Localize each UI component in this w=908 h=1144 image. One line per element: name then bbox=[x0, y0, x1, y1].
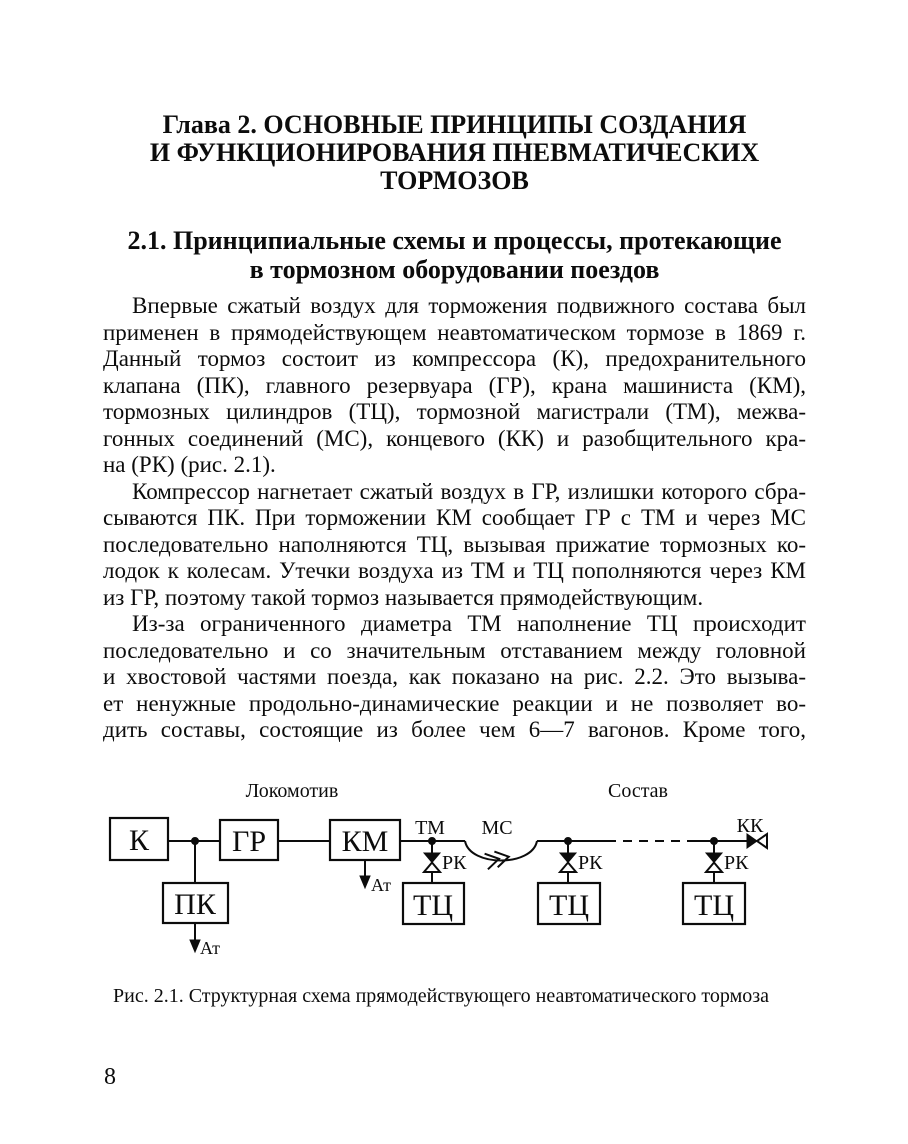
locomotive-zone-label: Локомотив bbox=[245, 780, 339, 802]
figure-2-1-diagram bbox=[0, 770, 908, 970]
body-line: Впервые сжатый воздух для торможения подвижного состава был bbox=[132, 293, 806, 318]
body-line: гонных соединений (МС), концевого (КК) и разобщительного кра- bbox=[103, 425, 806, 451]
tm-pipe-label: ТМ bbox=[415, 817, 445, 839]
body-line: Из-за ограниченного диаметра ТМ наполнение ТЦ происходит bbox=[132, 611, 806, 636]
chapter-title-line-3: ТОРМОЗОВ bbox=[380, 166, 529, 195]
chapter-title-line-1: Глава 2. ОСНОВНЫЕ ПРИНЦИПЫ СОЗДАНИЯ bbox=[162, 110, 747, 139]
body-line: применен в прямодействующем неавтоматическом тормозе в 1869 г. bbox=[103, 319, 806, 345]
body-line: из ГР, поэтому такой тормоз называется прямодействующим. bbox=[103, 584, 704, 610]
figure-caption: Рис. 2.1. Структурная схема прямодействующего неавтоматического тормоза bbox=[113, 985, 770, 1007]
pk-drain-arrow-icon bbox=[190, 940, 200, 952]
page-number: 8 bbox=[104, 1064, 116, 1090]
box-safety-valve-pk-label: ПК bbox=[174, 888, 216, 921]
body-line: и хвостовой частями поезда, как показано на рис. 2.2. Это вызыва- bbox=[103, 664, 806, 689]
body-text bbox=[103, 293, 806, 744]
section-title-line-1: 2.1. Принципиальные схемы и процессы, протекающие bbox=[127, 226, 782, 255]
body-line: клапана (ПК), главного резервуара (ГР), крана машиниста (КМ), bbox=[103, 372, 806, 398]
hose-ms-curve bbox=[465, 841, 537, 861]
ms-hose-label: МС bbox=[481, 817, 513, 839]
box-brake-cylinder-tc-label: ТЦ bbox=[694, 889, 734, 922]
box-driver-valve-km-label: КМ bbox=[341, 825, 389, 858]
body-line: последовательно наполняются ТЦ, вызывая прижатие тормозных ко- bbox=[103, 531, 806, 557]
section-title-line-2: в тормозном оборудовании поездов bbox=[249, 255, 660, 284]
rk-valve-icon bbox=[706, 863, 722, 873]
body-line: Компрессор нагнетает сжатый воздух в ГР, излишки которого сбра- bbox=[132, 478, 806, 504]
body-line: сываются ПК. При торможении КМ сообщает ГР с ТМ и через МС bbox=[103, 505, 806, 530]
body-line: на (РК) (рис. 2.1). bbox=[103, 452, 276, 477]
train-zone-label: Состав bbox=[607, 780, 669, 802]
box-compressor-k-label: К bbox=[128, 824, 150, 857]
box-brake-cylinder-tc-label: ТЦ bbox=[549, 889, 589, 922]
rk-valve-label: РК bbox=[724, 852, 749, 874]
body-line: тормозных цилиндров (ТЦ), тормозной магистрали (ТМ), межва- bbox=[103, 399, 806, 424]
km-drain-arrow-icon bbox=[360, 876, 370, 888]
body-line: дить составы, состоящие из более чем 6—7 вагонов. Кроме того, bbox=[103, 717, 806, 742]
body-line: ет ненужные продольно-динамические реакции и не позволяет во- bbox=[103, 690, 806, 716]
section-title bbox=[103, 226, 806, 284]
body-line: последовательно и со значительным отставанием между головной bbox=[103, 637, 806, 663]
rk-valve-icon bbox=[560, 863, 576, 873]
body-line: Данный тормоз состоит из компрессора (К), предохранительного bbox=[103, 346, 806, 371]
pk-drain-atm-label: Ат bbox=[200, 938, 220, 958]
rk-valve-icon bbox=[424, 863, 440, 873]
km-drain-atm-label: Ат bbox=[371, 875, 391, 895]
rk-valve-label: РК bbox=[442, 852, 467, 874]
box-brake-cylinder-tc-label: ТЦ bbox=[413, 889, 453, 922]
rk-valve-label: РК bbox=[578, 852, 603, 874]
body-line: лодок к колесам. Утечки воздуха из ТМ и ТЦ пополняются через КМ bbox=[103, 558, 806, 583]
kk-end-cock-label: КК bbox=[736, 815, 764, 837]
chapter-title bbox=[103, 111, 806, 195]
box-main-reservoir-gr-label: ГР bbox=[231, 825, 267, 858]
chapter-title-line-2: И ФУНКЦИОНИРОВАНИЯ ПНЕВМАТИЧЕСКИХ bbox=[149, 138, 760, 167]
